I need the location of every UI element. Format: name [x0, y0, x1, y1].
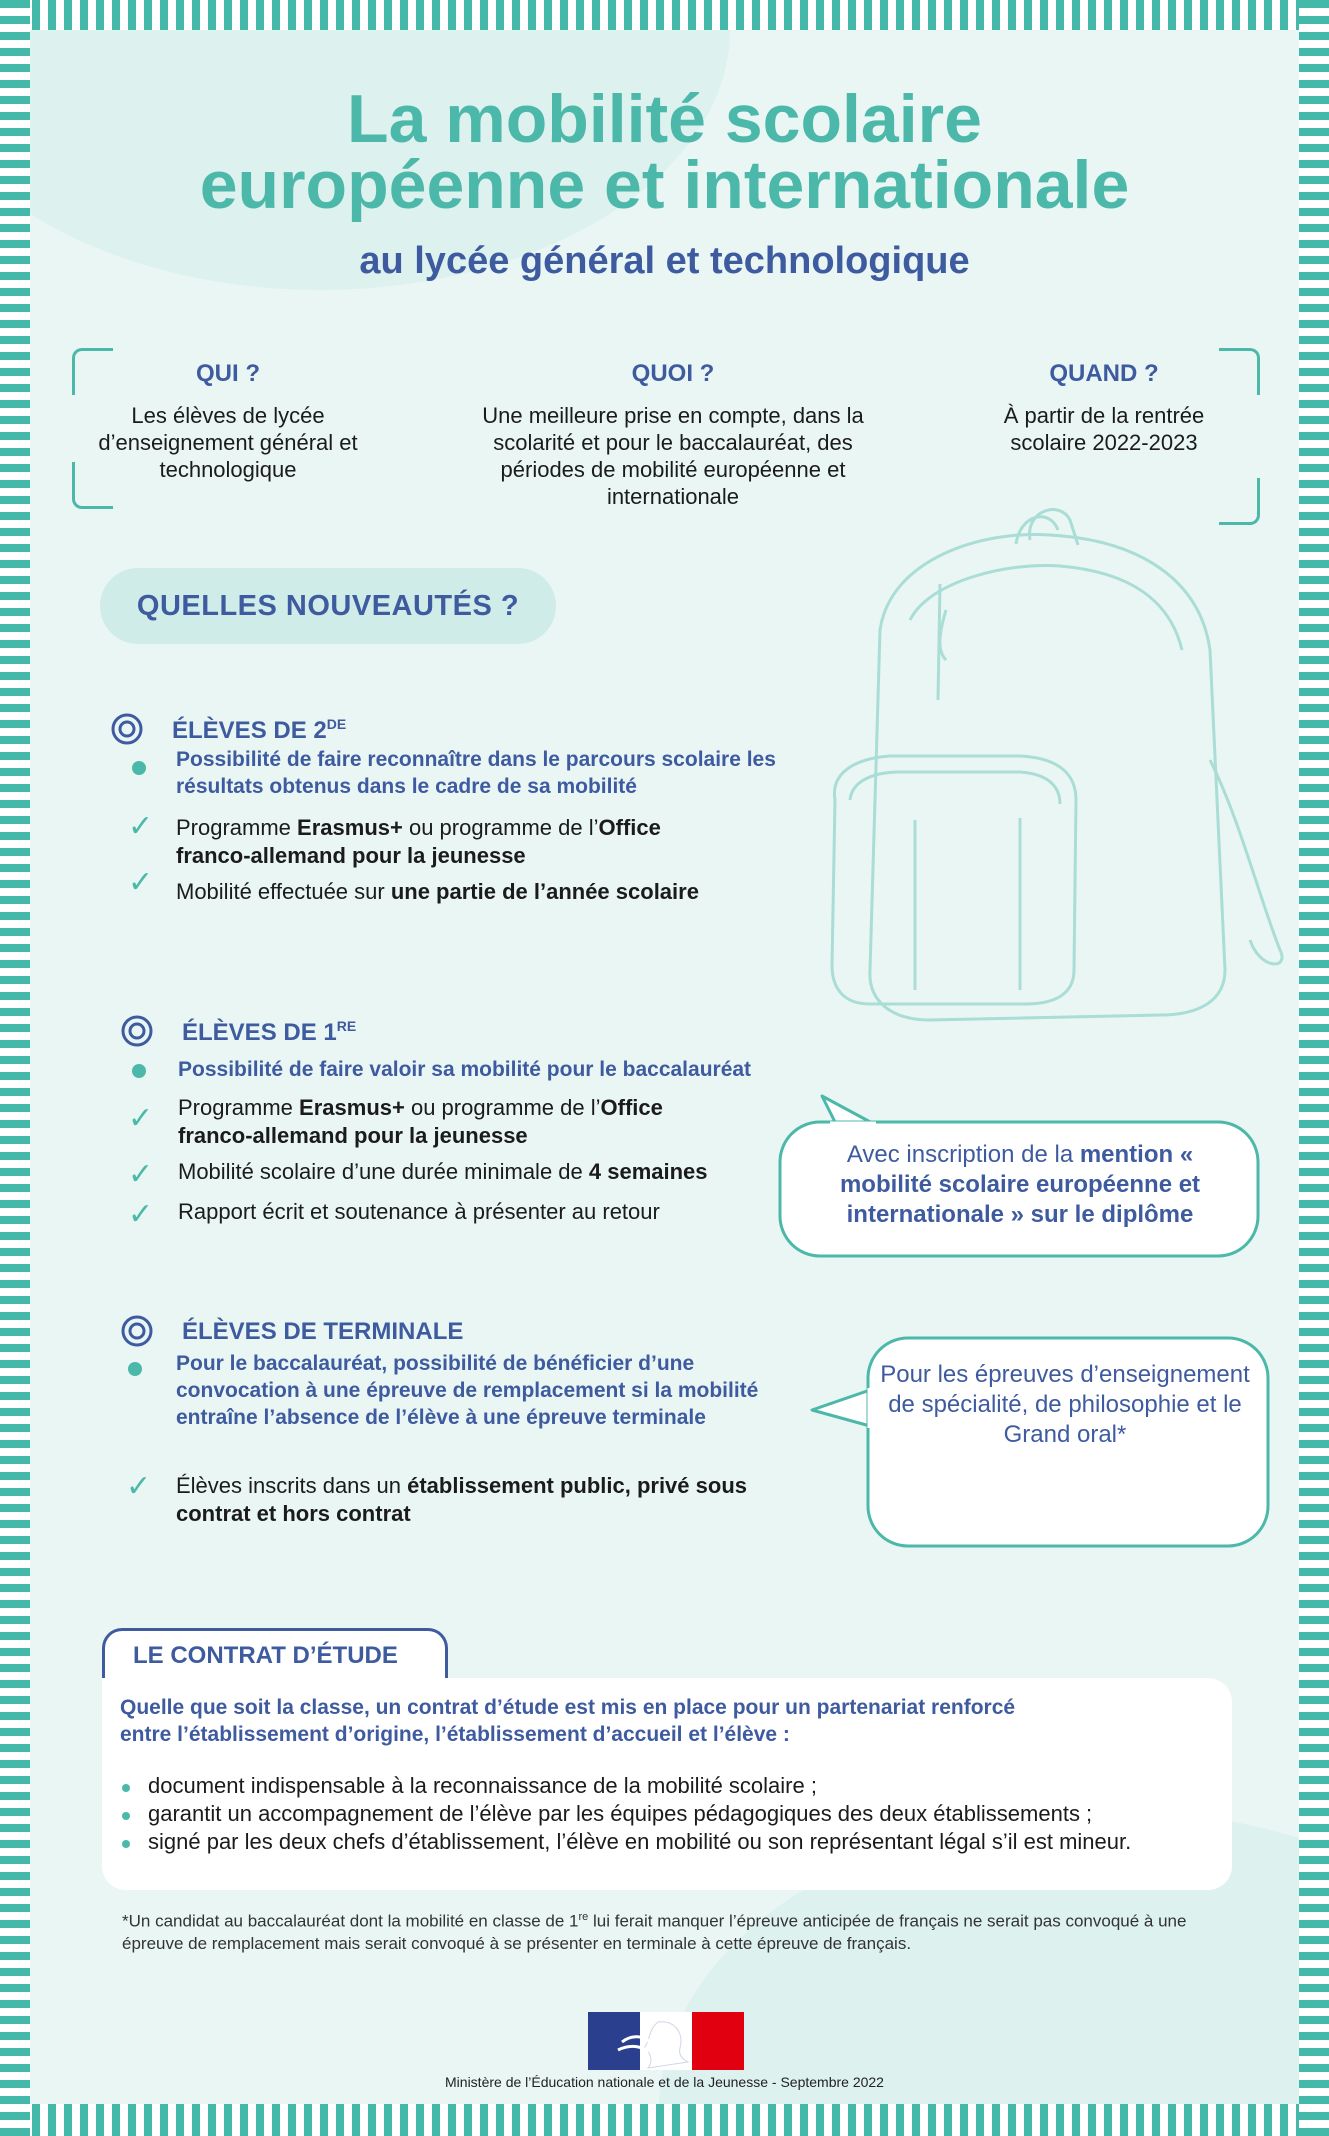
footnote	[122, 1906, 1212, 1955]
qui-text: Les élèves de lycée d’enseignement général et technologique	[98, 403, 358, 482]
bracket-top-right	[1219, 348, 1260, 395]
highlight-bullet	[132, 1064, 146, 1078]
text: Programme	[178, 1095, 300, 1120]
list-bullet	[122, 1784, 130, 1792]
check-icon: ✓	[128, 866, 154, 899]
premiere-check-1	[178, 1094, 738, 1150]
check-icon: ✓	[128, 810, 154, 843]
seconde-title-text: ÉLÈVES DE 2	[172, 717, 327, 744]
highlight-bullet	[128, 1362, 142, 1376]
premiere-check-2	[178, 1158, 798, 1186]
list-bullet	[122, 1812, 130, 1820]
qui-heading: QUI ?	[196, 360, 260, 387]
seconde-title-sup: DE	[326, 716, 347, 732]
contrat-tab: LE CONTRAT D’ÉTUDE	[102, 1628, 448, 1680]
text-bold: 4 semaines	[588, 1159, 708, 1184]
contrat-card	[102, 1678, 1232, 1890]
text-bold: Office franco-allemand pour la jeunesse	[178, 1095, 663, 1148]
terminale-title: ÉLÈVES DE TERMINALE	[182, 1318, 464, 1345]
list-bullet	[122, 1840, 130, 1848]
text-bold: établissement public, privé sous contrat et hors contrat	[176, 1473, 747, 1526]
target-icon	[120, 1014, 154, 1048]
text-bold: Erasmus+	[297, 815, 403, 840]
title-line-2: européenne et internationale	[199, 147, 1130, 223]
premiere-check-3: Rapport écrit et soutenance à présenter au retour	[178, 1199, 660, 1224]
striped-border-left	[0, 0, 30, 2136]
text: ou programme de l’	[402, 815, 599, 840]
terminale-highlight: Pour le baccalauréat, possibilité de bénéficier d’une convocation à une épreuve de remplacement si la mobilité entraîne l’absence de l’élève à une épreuve terminale	[176, 1352, 759, 1429]
text-bold: mention « mobilité scolaire européenne et internationale » sur le diplôme	[839, 1141, 1201, 1228]
page-subtitle: au lycée général et technologique	[359, 240, 970, 282]
text-bold: Erasmus+	[299, 1095, 405, 1120]
footer-credit: Ministère de l’Éducation nationale et de la Jeunesse - Septembre 2022	[445, 2074, 884, 2090]
target-icon	[110, 712, 144, 746]
title-line-1: La mobilité scolaire	[347, 81, 982, 157]
marianne-logo	[588, 2012, 744, 2070]
premiere-title-text: ÉLÈVES DE 1	[182, 1019, 337, 1046]
text: Mobilité scolaire d’une durée minimale de	[178, 1159, 589, 1184]
page-title	[30, 81, 1299, 223]
contrat-item: document indispensable à la reconnaissance de la mobilité scolaire ;	[148, 1773, 817, 1798]
terminale-check-1	[176, 1472, 816, 1528]
text-bold: Office franco-allemand pour la jeunesse	[176, 815, 661, 868]
text: *	[122, 1911, 129, 1931]
seconde-title	[172, 716, 346, 745]
quoi-heading: QUOI ?	[631, 360, 715, 387]
quand-block	[986, 360, 1222, 456]
text: Un candidat au baccalauréat dont la mobilité en classe de 1	[128, 1911, 579, 1931]
seconde-highlight: Possibilité de faire reconnaître dans le parcours scolaire les résultats obtenus dans le cadre de sa mobilité	[176, 748, 776, 798]
quand-text: À partir de la rentrée scolaire 2022-2023	[1003, 403, 1205, 455]
check-icon: ✓	[128, 1198, 154, 1231]
premiere-title	[182, 1018, 356, 1047]
text-bold: une partie de l’année scolaire	[390, 879, 699, 904]
seconde-check-1	[176, 814, 736, 870]
striped-border-right	[1299, 0, 1329, 2136]
highlight-bullet	[132, 761, 146, 775]
quand-heading: QUAND ?	[1049, 360, 1159, 387]
text: ou programme de l’	[404, 1095, 601, 1120]
check-icon: ✓	[126, 1470, 152, 1503]
text-sup: re	[578, 1911, 589, 1923]
contrat-intro: Quelle que soit la classe, un contrat d’étude est mis en place pour un partenariat renforcé entre l’établissement d’origine, l’établissement d’accueil et l’élève :	[120, 1696, 1016, 1746]
premiere-title-sup: RE	[336, 1018, 357, 1034]
text: Mobilité effectuée sur	[176, 879, 391, 904]
contrat-item: signé par les deux chefs d’établissement, l’élève en mobilité ou son représentant légal s’il est mineur.	[148, 1829, 1132, 1854]
qui-block	[90, 360, 366, 483]
text: Élèves inscrits dans un	[176, 1473, 408, 1498]
quoi-text: Une meilleure prise en compte, dans la scolarité et pour le baccalauréat, des périodes de mobilité européenne et internationale	[482, 403, 864, 509]
check-icon: ✓	[128, 1158, 154, 1191]
check-icon: ✓	[128, 1102, 154, 1135]
terminale-bubble-text: Pour les épreuves d’enseignement de spécialité, de philosophie et le Grand oral*	[880, 1361, 1250, 1448]
seconde-check-2	[176, 878, 796, 906]
poster	[30, 30, 1299, 2104]
backpack-illustration	[820, 500, 1299, 1030]
premiere-highlight: Possibilité de faire valoir sa mobilité pour le baccalauréat	[178, 1058, 752, 1081]
text: Programme	[176, 815, 298, 840]
nouveautes-heading: QUELLES NOUVEAUTÉS ?	[100, 568, 556, 644]
text: lui ferait manquer l’épreuve anticipée de français ne serait pas convoqué à une épreuve de remplacement mais serait convoqué à se présenter en terminale à cette épreuve de français.	[122, 1911, 1187, 1953]
premiere-bubble-text	[810, 1140, 1230, 1230]
text: Avec inscription de la	[846, 1141, 1080, 1168]
contrat-item: garantit un accompagnement de l’élève par les équipes pédagogiques des deux établissements ;	[148, 1801, 1093, 1826]
quoi-block	[462, 360, 884, 510]
target-icon	[120, 1314, 154, 1348]
